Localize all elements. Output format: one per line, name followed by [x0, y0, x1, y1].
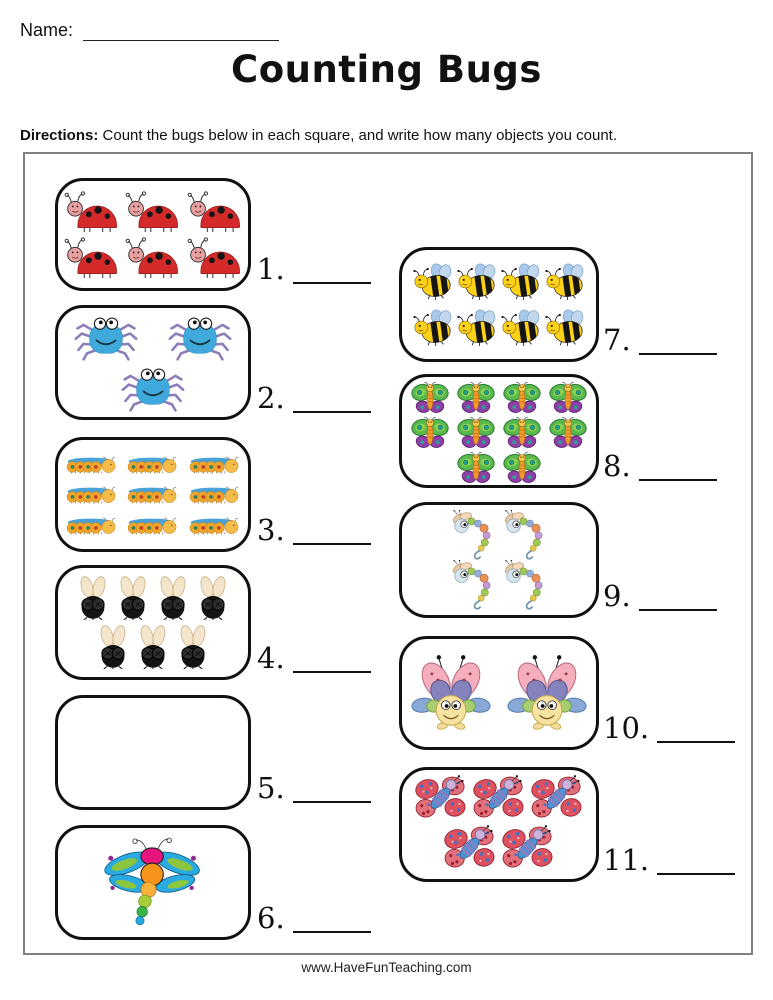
bug-box-empty — [55, 695, 251, 810]
fly-icon — [156, 576, 190, 620]
directions-text: Count the bugs below in each square, and write how many objects you count. — [98, 127, 618, 144]
butterfly-green-icon — [502, 451, 542, 486]
butterfly-green-icon — [410, 416, 450, 451]
name-label: Name: — [20, 20, 74, 40]
answer-9 — [603, 578, 717, 611]
name-row — [20, 20, 279, 41]
worm-icon — [502, 510, 548, 560]
item-number: 5. — [257, 771, 285, 805]
item-number: 6. — [257, 901, 285, 935]
spider-icon — [73, 312, 139, 362]
answer-blank[interactable] — [293, 900, 371, 933]
fly-icon — [136, 625, 170, 669]
fly-icon — [76, 576, 110, 620]
caterpillar-icon — [125, 454, 180, 475]
bug-box-bee — [399, 247, 599, 362]
answer-blank[interactable] — [639, 578, 717, 611]
answer-4 — [257, 640, 371, 673]
item-number: 2. — [257, 381, 285, 415]
answer-blank[interactable] — [657, 710, 735, 743]
caterpillar-icon — [187, 515, 242, 536]
item-number: 11. — [603, 843, 650, 877]
item-number: 4. — [257, 641, 285, 675]
answer-blank[interactable] — [293, 251, 371, 284]
caterpillar-icon — [64, 454, 119, 475]
bug-box-butterfly-green — [399, 374, 599, 488]
butterfly-red-icon — [442, 825, 498, 874]
butterfly-green-icon — [456, 451, 496, 486]
bee-icon — [544, 263, 586, 300]
bug-row — [64, 515, 242, 536]
bug-row — [64, 363, 242, 413]
bug-box-caterpillar — [55, 437, 251, 552]
bug-box-spider — [55, 305, 251, 420]
butterfly-green-icon — [456, 381, 496, 416]
bug-row — [64, 191, 242, 232]
worksheet-frame — [23, 152, 753, 955]
answer-7 — [603, 322, 717, 355]
butterfly-green-icon — [548, 416, 588, 451]
ladybug-icon — [64, 191, 119, 232]
answer-blank[interactable] — [639, 448, 717, 481]
ladybug-icon — [125, 237, 180, 278]
bug-box-moth — [399, 636, 599, 750]
moth-icon — [409, 653, 493, 733]
bug-row — [64, 484, 242, 505]
name-input-line[interactable] — [83, 20, 279, 41]
answer-blank[interactable] — [293, 380, 371, 413]
directions-label: Directions: — [20, 127, 99, 144]
item-number: 9. — [603, 579, 631, 613]
item-number: 7. — [603, 323, 631, 357]
bee-icon — [412, 263, 454, 300]
item-number: 8. — [603, 449, 631, 483]
answer-3 — [257, 512, 371, 545]
bug-row — [408, 381, 590, 416]
fly-icon — [116, 576, 150, 620]
butterfly-red-icon — [529, 775, 585, 824]
bug-box-worm — [399, 502, 599, 618]
butterfly-green-icon — [456, 416, 496, 451]
ladybug-icon — [125, 191, 180, 232]
answer-5 — [257, 770, 371, 803]
caterpillar-icon — [187, 454, 242, 475]
worm-icon — [450, 560, 496, 610]
butterfly-green-icon — [502, 381, 542, 416]
item-number: 3. — [257, 513, 285, 547]
butterfly-green-icon — [548, 381, 588, 416]
page-title: Counting Bugs — [231, 48, 542, 91]
bee-icon — [500, 263, 542, 300]
bee-icon — [456, 263, 498, 300]
butterfly-red-icon — [471, 775, 527, 824]
bee-icon — [456, 309, 498, 346]
bug-row — [408, 510, 590, 560]
caterpillar-icon — [64, 484, 119, 505]
bug-box-ladybug — [55, 178, 251, 291]
bug-row — [408, 775, 590, 824]
bug-row — [408, 416, 590, 451]
ladybug-icon — [64, 237, 119, 278]
answer-1 — [257, 251, 371, 284]
ladybug-icon — [187, 191, 242, 232]
bug-box-butterfly-red — [399, 767, 599, 882]
answer-blank[interactable] — [293, 770, 371, 803]
bee-icon — [500, 309, 542, 346]
bug-row — [408, 825, 590, 874]
ladybug-icon — [187, 237, 242, 278]
answer-11 — [603, 842, 735, 875]
answer-2 — [257, 380, 371, 413]
item-number: 1. — [257, 252, 285, 286]
bee-icon — [544, 309, 586, 346]
bug-row — [64, 625, 242, 669]
answer-blank[interactable] — [639, 322, 717, 355]
bug-row — [64, 237, 242, 278]
butterfly-green-icon — [502, 416, 542, 451]
bug-box-dragonfly — [55, 825, 251, 940]
directions — [20, 127, 617, 144]
dragonfly-icon — [97, 834, 209, 931]
bug-row — [408, 451, 590, 486]
caterpillar-icon — [64, 515, 119, 536]
fly-icon — [96, 625, 130, 669]
moth-icon — [505, 653, 589, 733]
butterfly-green-icon — [410, 381, 450, 416]
answer-6 — [257, 900, 371, 933]
answer-blank[interactable] — [657, 842, 735, 875]
bug-row — [408, 263, 590, 300]
caterpillar-icon — [125, 484, 180, 505]
bug-row — [64, 834, 242, 931]
bee-icon — [412, 309, 454, 346]
worm-icon — [450, 510, 496, 560]
butterfly-red-icon — [500, 825, 556, 874]
answer-blank[interactable] — [293, 512, 371, 545]
worm-icon — [502, 560, 548, 610]
caterpillar-icon — [125, 515, 180, 536]
fly-icon — [196, 576, 230, 620]
spider-icon — [167, 312, 233, 362]
item-number: 10. — [603, 711, 650, 745]
spider-icon — [120, 363, 186, 413]
bug-row — [408, 560, 590, 610]
answer-blank[interactable] — [293, 640, 371, 673]
caterpillar-icon — [187, 484, 242, 505]
fly-icon — [176, 625, 210, 669]
bug-row — [64, 454, 242, 475]
footer-url: www.HaveFunTeaching.com — [301, 960, 472, 975]
answer-10 — [603, 710, 735, 743]
bug-row — [64, 312, 242, 362]
bug-row — [408, 309, 590, 346]
bug-row — [408, 653, 590, 733]
answer-8 — [603, 448, 717, 481]
butterfly-red-icon — [413, 775, 469, 824]
bug-row — [64, 576, 242, 620]
bug-box-fly — [55, 565, 251, 680]
